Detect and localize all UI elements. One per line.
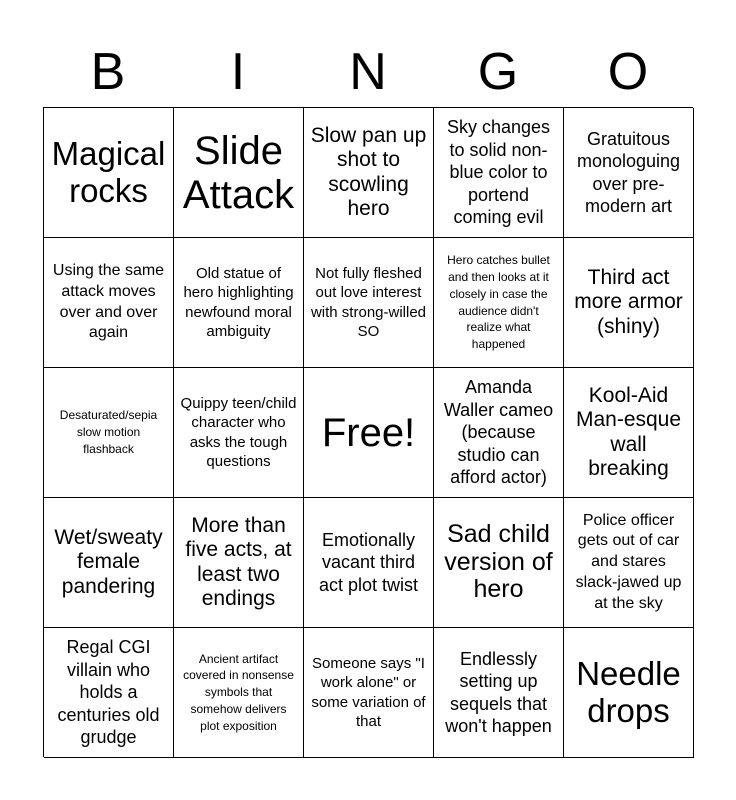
bingo-cell[interactable]: Quippy teen/child character who asks the tough questions: [174, 368, 304, 498]
bingo-cell[interactable]: Kool-Aid Man-esque wall breaking: [564, 368, 694, 498]
bingo-cell[interactable]: Amanda Waller cameo (because studio can afford actor): [434, 368, 564, 498]
bingo-cell[interactable]: Slow pan up shot to scowling hero: [304, 108, 434, 238]
bingo-cell[interactable]: Sad child version of hero: [434, 498, 564, 628]
header-letter-n: N: [349, 43, 387, 101]
bingo-cell[interactable]: Ancient artifact covered in nonsense symbols that somehow delivers plot exposition: [174, 628, 304, 758]
bingo-cell[interactable]: Regal CGI villain who holds a centuries old grudge: [44, 628, 174, 758]
bingo-cell[interactable]: Magical rocks: [44, 108, 174, 238]
header-letter-i: I: [230, 43, 246, 101]
bingo-header: [43, 40, 693, 104]
bingo-cell[interactable]: Desaturated/sepia slow motion flashback: [44, 368, 174, 498]
bingo-cell[interactable]: Sky changes to solid non-blue color to portend coming evil: [434, 108, 564, 238]
bingo-cell[interactable]: Emotionally vacant third act plot twist: [304, 498, 434, 628]
bingo-cell[interactable]: Endlessly setting up sequels that won't happen: [434, 628, 564, 758]
bingo-cell[interactable]: Police officer gets out of car and stares slack-jawed up at the sky: [564, 498, 694, 628]
bingo-cell[interactable]: More than five acts, at least two endings: [174, 498, 304, 628]
header-letter-b: B: [90, 43, 126, 101]
bingo-cell[interactable]: Needle drops: [564, 628, 694, 758]
bingo-cell[interactable]: Someone says "I work alone" or some variation of that: [304, 628, 434, 758]
free-space[interactable]: Free!: [304, 368, 434, 498]
bingo-cell[interactable]: Old statue of hero highlighting newfound moral ambiguity: [174, 238, 304, 368]
bingo-grid: [43, 107, 693, 757]
bingo-cell[interactable]: Gratuitous monologuing over pre-modern art: [564, 108, 694, 238]
bingo-cell[interactable]: Hero catches bullet and then looks at it closely in case the audience didn't realize what happened: [434, 238, 564, 368]
bingo-cell[interactable]: Not fully fleshed out love interest with strong-willed SO: [304, 238, 434, 368]
bingo-cell[interactable]: Slide Attack: [174, 108, 304, 238]
bingo-cell[interactable]: Wet/sweaty female pandering: [44, 498, 174, 628]
bingo-cell[interactable]: Third act more armor (shiny): [564, 238, 694, 368]
header-letter-g: G: [477, 43, 519, 101]
header-letter-o: O: [607, 43, 649, 101]
bingo-cell[interactable]: Using the same attack moves over and over again: [44, 238, 174, 368]
